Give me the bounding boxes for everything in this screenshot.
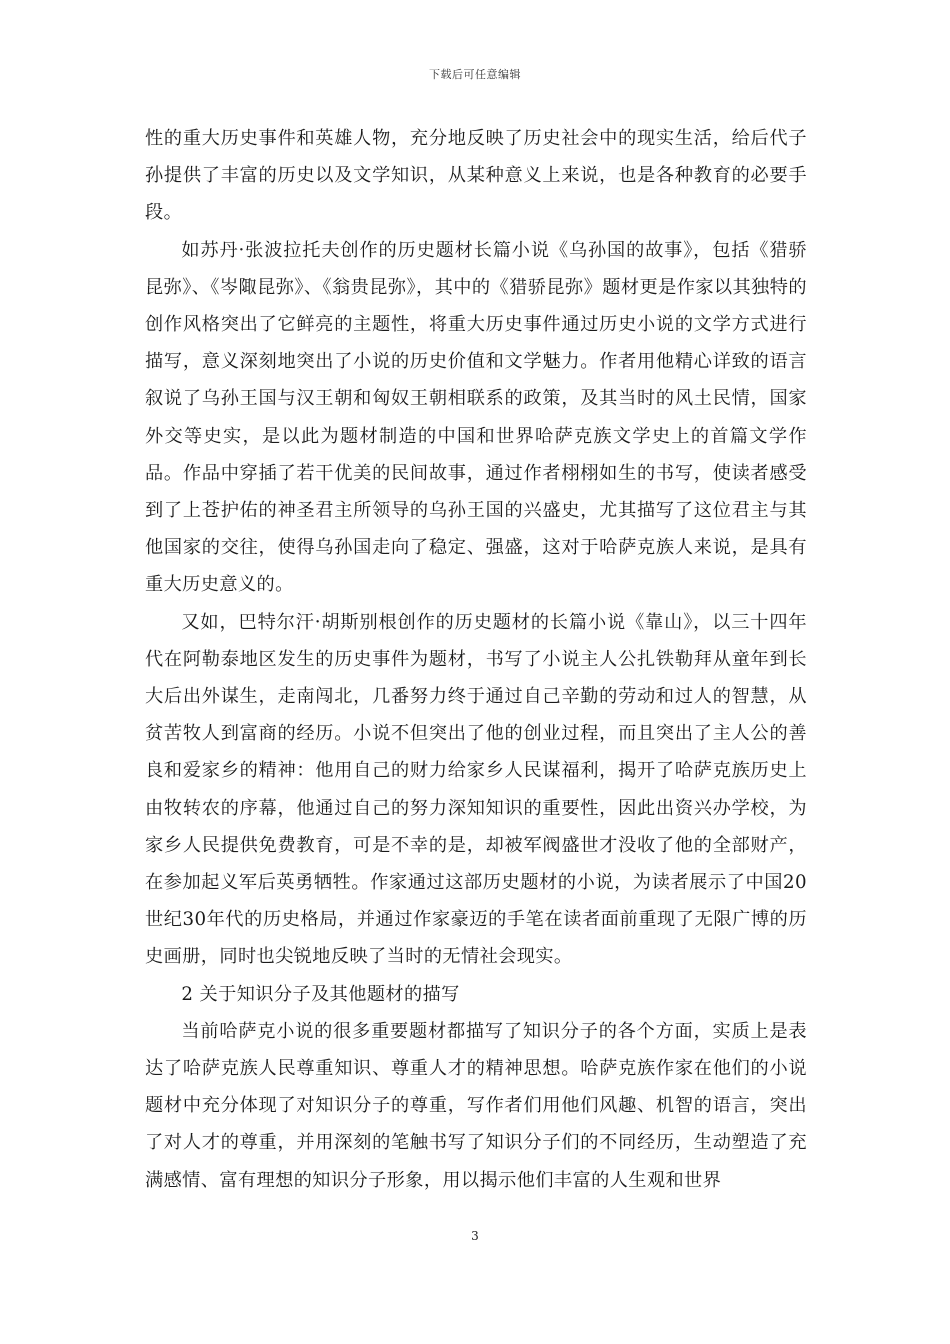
document-body xyxy=(145,120,807,1199)
page-header: 下载后可任意编辑 xyxy=(429,68,521,81)
body-paragraph-3: 又如，巴特尔汗·胡斯别根创作的历史题材的长篇小说《靠山》，以三十四年代在阿勒泰地区发生的历史事件为题材，书写了小说主人公扎铁勒拜从童年到长大后出外谋生，走南闯北，几番努力终于通过自己辛勤的劳动和过人的智慧，从贫苦牧人到富商的经历。小说不但突出了他的创业过程，而且突出了主人公的善良和爱家乡的精神：他用自己的财力给家乡人民谋福利，揭开了哈萨克族历史上由牧转农的序幕，他通过自己的努力深知知识的重要性，因此出资兴办学校，为家乡人民提供免费教育，可是不幸的是，却被军阀盛世才没收了他的全部财产，在参加起义军后英勇牺牲。作家通过这部历史题材的小说，为读者展示了中国20世纪30年代的历史格局，并通过作家豪迈的手笔在读者面前重现了无限广博的历史画册，同时也尖锐地反映了当时的无情社会现实。 xyxy=(145,611,807,968)
body-paragraph-4: 当前哈萨克小说的很多重要题材都描写了知识分子的各个方面，实质上是表达了哈萨克族人民尊重知识、尊重人才的精神思想。哈萨克族作家在他们的小说题材中充分体现了对知识分子的尊重，写作者们用他们风趣、机智的语言，突出了对人才的尊重，并用深刻的笔触书写了知识分子们的不同经历，生动塑造了充满感情、富有理想的知识分子形象，用以揭示他们丰富的人生观和世界 xyxy=(145,1020,807,1191)
page-number: 3 xyxy=(471,1229,479,1243)
body-paragraph-2: 如苏丹·张波拉托夫创作的历史题材长篇小说《乌孙国的故事》，包括《猎骄昆弥》、《岑陬昆弥》、《翁贵昆弥》，其中的《猎骄昆弥》题材更是作家以其独特的创作风格突出了它鲜亮的主题性，将重大历史事件通过历史小说的文学方式进行描写，意义深刻地突出了小说的历史价值和文学魅力。作者用他精心详致的语言叙说了乌孙王国与汉王朝和匈奴王朝相联系的政策，及其当时的风土民情，国家外交等史实，是以此为题材制造的中国和世界哈萨克族文学史上的首篇文学作品。作品中穿插了若干优美的民间故事，通过作者栩栩如生的书写，使读者感受到了上苍护佑的神圣君主所领导的乌孙王国的兴盛史，尤其描写了这位君主与其他国家的交往，使得乌孙国走向了稳定、强盛，这对于哈萨克族人来说，是具有重大历史意义的。 xyxy=(145,239,807,596)
body-paragraph-1: 性的重大历史事件和英雄人物，充分地反映了历史社会中的现实生活，给后代子孙提供了丰富的历史以及文学知识，从某种意义上来说，也是各种教育的必要手段。 xyxy=(145,128,807,224)
section-heading: 2 关于知识分子及其他题材的描写 xyxy=(181,983,460,1005)
